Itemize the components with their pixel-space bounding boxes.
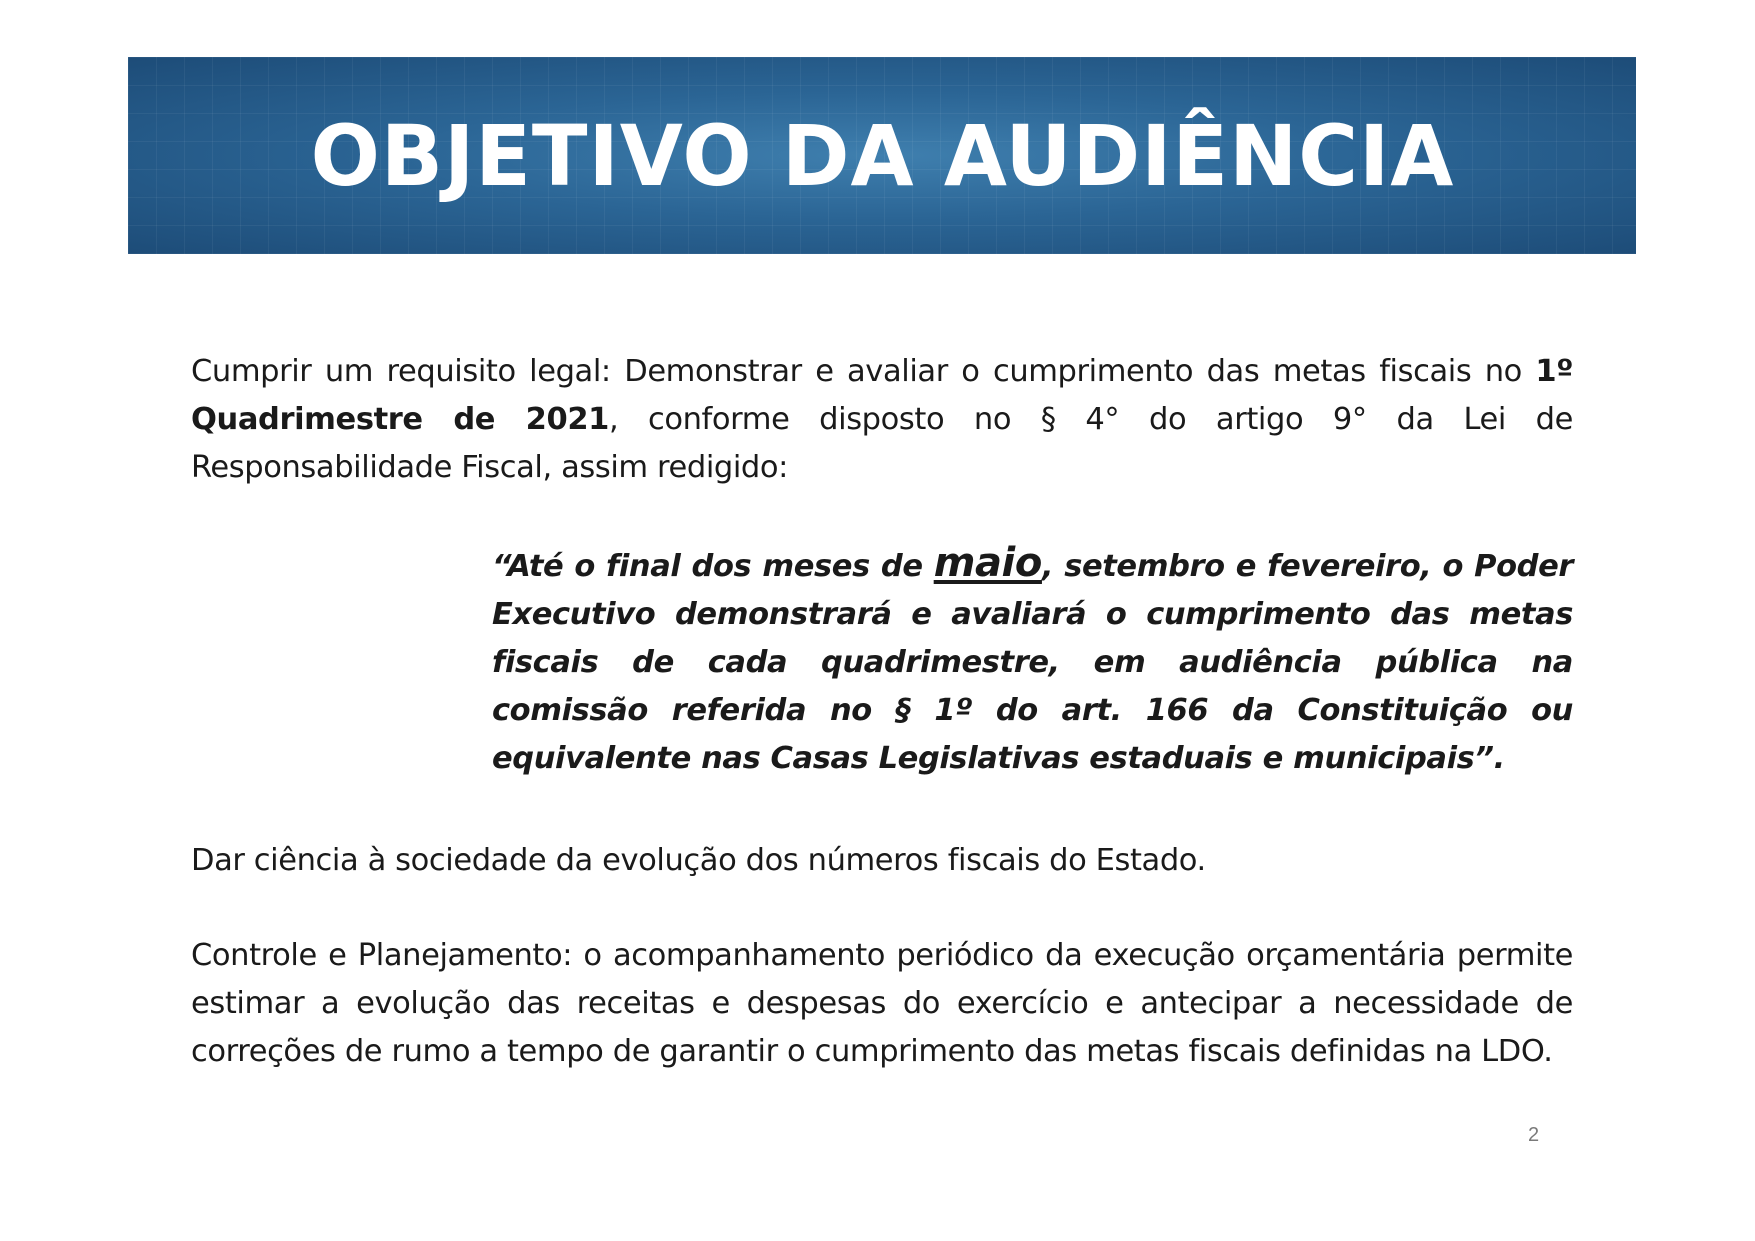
bold-quadrimestre: 1º Quadrimestre de 2021 <box>191 354 1574 437</box>
page-number: 2 <box>1528 1124 1540 1146</box>
paragraph-requisito-rest: , conforme disposto no § 4° do artigo 9° da Lei de Responsabilidade Fiscal, assim redigido: <box>191 402 1574 485</box>
quote-emphasis-maio: maio <box>933 540 1042 586</box>
quote-end: , setembro e fevereiro, o Poder Executivo demonstrará e avaliará o cumprimento das metas fiscais de cada quadrimestre, em audiência pública na comissão referida no § 1º do art. 166 da Constituição ou equivalente nas Casas Legislativas estaduais e municipais”. <box>492 549 1573 776</box>
page-title: OBJETIVO DA AUDIÊNCIA <box>310 106 1454 205</box>
paragraph-controle-planejamento: Controle e Planejamento: o acompanhamento periódico da execução orçamentária permite estimar a evolução das receitas e despesas do exercício e antecipar a necessidade de correções de rumo a tempo de garantir o cumprimento das metas fiscais definidas na LDO. <box>191 938 1573 1069</box>
paragraph-requisito-legal <box>191 348 1573 492</box>
paragraph-requisito-line1: Cumprir um requisito legal: Demonstrar e avaliar o cumprimento das metas fiscais no <box>191 354 1522 389</box>
legal-quote <box>492 539 1573 783</box>
quote-start: “Até o final dos meses de <box>492 549 934 584</box>
paragraph-ciencia: Dar ciência à sociedade da evolução dos números fiscais do Estado. <box>191 843 1206 878</box>
title-banner <box>128 57 1636 254</box>
